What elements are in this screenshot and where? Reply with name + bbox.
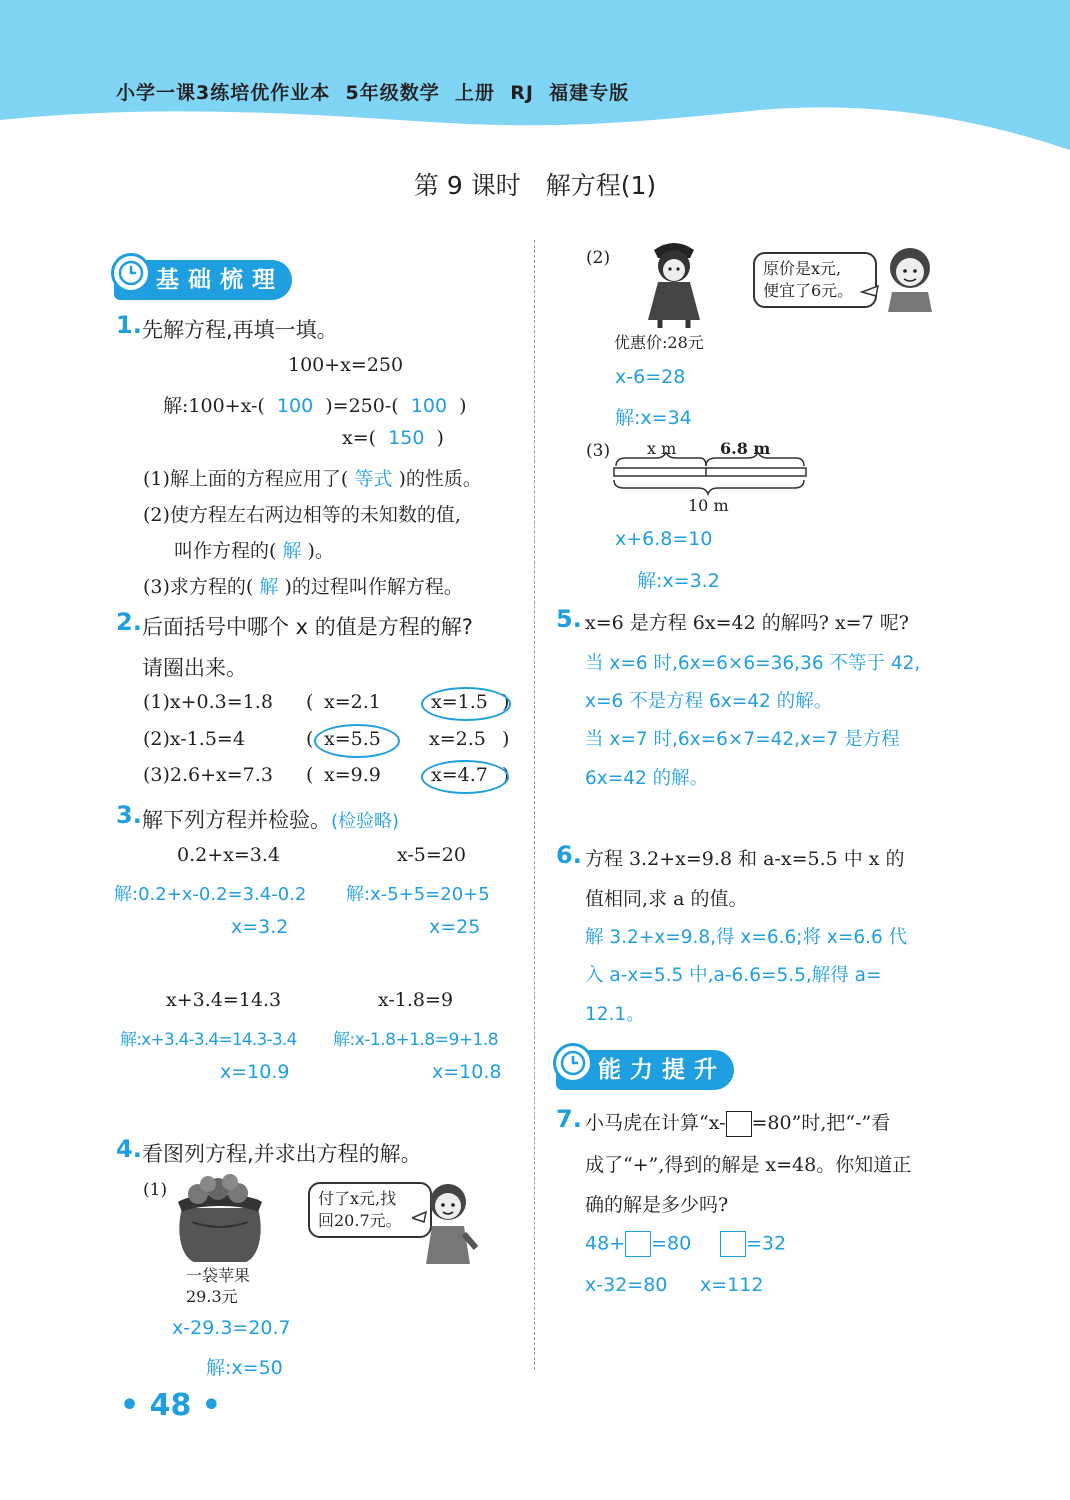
q2-row2-opt2: x=2.5 <box>429 728 486 750</box>
q1-sub2-line2: 叫作方程的( 解 )。 <box>174 540 334 562</box>
section-basic-label: 基础梳理 <box>156 267 284 293</box>
header-series: 小学一课3练培优作业本 <box>116 82 331 104</box>
q1-answer-c: 150 <box>388 427 425 449</box>
q3-eq4-answer: x=10.8 <box>432 1061 502 1083</box>
q7-number: 7. <box>556 1105 582 1133</box>
q4-prompt: 看图列方程,并求出方程的解。 <box>142 1142 422 1166</box>
q2-row3-close: ) <box>502 764 510 786</box>
q1-step2-end: ) <box>436 427 444 449</box>
q1-sub2-answer: 解 <box>282 540 302 562</box>
q2-row1-circle <box>421 687 511 721</box>
q1-step1-mid: )=250-( <box>325 395 399 417</box>
q4-p1-caption-line2: 29.3元 <box>186 1287 238 1306</box>
q3-eq2-step: 解:x-5+5=20+5 <box>346 884 490 905</box>
q4-p1-bubble-line1: 付了x元,找 <box>318 1189 397 1208</box>
header-edition: RJ <box>510 82 534 104</box>
q1-step1 <box>163 391 467 418</box>
column-divider <box>534 240 535 1370</box>
q2-row3-circle <box>421 760 509 794</box>
q4-p3-answer: 解:x=3.2 <box>637 570 720 592</box>
q4-p2-bubble-line1: 原价是x元, <box>763 259 842 278</box>
q7-prompt-line3: 确的解是多少吗? <box>585 1194 729 1216</box>
apple-bag-image <box>172 1172 268 1264</box>
q5-answer-line1: 当 x=6 时,6x=6×6=36,36 不等于 42, <box>585 653 921 674</box>
girl-figure-1 <box>412 1178 482 1266</box>
q1-equation: 100+x=250 <box>288 354 404 376</box>
q7-answer-box-2 <box>720 1231 746 1257</box>
q4-p2-answer: 解:x=34 <box>615 407 692 429</box>
q2-row3-open: ( <box>306 764 314 786</box>
q3-eq2-answer: x=25 <box>429 916 481 938</box>
q1-answer-b: 100 <box>410 395 448 417</box>
q3-eq3-answer: x=10.9 <box>220 1061 290 1083</box>
q3-eq2: x-5=20 <box>397 844 466 866</box>
q4-p2-caption: 优惠价:28元 <box>614 333 704 352</box>
header-grade: 5年级数学 <box>345 82 440 104</box>
q6-answer-line1: 解 3.2+x=9.8,得 x=6.6;将 x=6.6 代 <box>585 927 908 948</box>
q7-answer-result: x=112 <box>700 1274 764 1296</box>
header-region: 福建专版 <box>549 82 630 104</box>
q7-blank-box <box>726 1111 752 1137</box>
q2-prompt-line1: 后面括号中哪个 x 的值是方程的解? <box>142 615 473 639</box>
q4-p3-seg1-label: x m <box>647 439 677 458</box>
q4-p2-label: (2) <box>586 248 611 268</box>
q4-p1-equation: x-29.3=20.7 <box>172 1317 291 1339</box>
q1-sub3: (3)求方程的( 解 )的过程叫作解方程。 <box>143 576 463 598</box>
q1-sub1: (1)解上面的方程应用了( 等式 )的性质。 <box>143 468 482 490</box>
q4-p1-bubble-line2: 回20.7元。 <box>318 1211 402 1230</box>
q7-answer-line2: =32 <box>720 1231 786 1257</box>
q4-p2-equation: x-6=28 <box>615 366 686 388</box>
q3-eq1-answer: x=3.2 <box>231 916 289 938</box>
q3-eq3-step: 解:x+3.4-3.4=14.3-3.4 <box>120 1030 297 1050</box>
q2-row1-opt2: x=1.5 <box>431 691 488 713</box>
q3-number: 3. <box>116 801 142 829</box>
q2-row3-eq: (3)2.6+x=7.3 <box>143 764 273 786</box>
q1-sub3-answer: 解 <box>259 576 279 598</box>
q5-answer-line3: 当 x=7 时,6x=6×7=42,x=7 是方程 <box>585 729 900 750</box>
q4-p3-total-label: 10 m <box>688 496 729 515</box>
q6-answer-line2: 入 a-x=5.5 中,a-6.6=5.5,解得 a= <box>585 965 882 986</box>
q2-prompt-line2: 请圈出来。 <box>142 656 247 680</box>
q5-answer-line2: x=6 不是方程 6x=42 的解。 <box>585 691 833 712</box>
q4-p1-answer: 解:x=50 <box>206 1357 283 1379</box>
header-volume: 上册 <box>454 82 495 104</box>
q7-answer-equation: x-32=80 <box>585 1274 668 1296</box>
q1-step2 <box>342 427 444 449</box>
q1-step1-end: ) <box>459 395 467 417</box>
q2-row2-eq: (2)x-1.5=4 <box>143 728 245 750</box>
q5-number: 5. <box>556 605 582 633</box>
q4-p2-bubble-line2: 便宜了6元。 <box>763 281 854 300</box>
q2-row2-open: ( <box>306 728 314 750</box>
q2-row1-eq: (1)x+0.3=1.8 <box>143 691 273 713</box>
q2-row3-opt1: x=9.9 <box>324 764 381 786</box>
q1-sub2-line1: (2)使方程左右两边相等的未知数的值, <box>143 504 461 526</box>
q4-p3-equation: x+6.8=10 <box>615 528 713 550</box>
lesson-title: 第 9 课时 解方程(1) <box>413 171 657 200</box>
q2-row3-opt2: x=4.7 <box>431 764 488 786</box>
q2-number: 2. <box>116 608 142 636</box>
q6-number: 6. <box>556 841 582 869</box>
q1-step1-pre: 解:100+x-( <box>163 395 265 417</box>
q7-answer-line1: 48+ =80 <box>585 1231 691 1257</box>
segment-diagram <box>612 452 808 498</box>
doll-image <box>640 240 708 330</box>
clock-icon <box>111 253 151 293</box>
q5-answer-line4: 6x=42 的解。 <box>585 768 709 789</box>
header-text <box>116 78 629 105</box>
q4-p1-caption-line1: 一袋苹果 <box>186 1266 251 1285</box>
q7-prompt-line2: 成了“+”,得到的解是 x=48。你知道正 <box>585 1154 912 1176</box>
q6-prompt-line2: 值相同,求 a 的值。 <box>585 888 748 910</box>
girl-figure-2 <box>858 244 942 312</box>
q5-prompt: x=6 是方程 6x=42 的解吗? x=7 呢? <box>585 612 909 634</box>
q2-row2-opt1: x=5.5 <box>324 728 381 750</box>
q1-step2-pre: x=( <box>342 427 377 449</box>
page-number: • 48 • <box>120 1388 221 1423</box>
q6-prompt-line1: 方程 3.2+x=9.8 和 a-x=5.5 中 x 的 <box>585 848 905 870</box>
q3-note: (检验略) <box>331 811 400 832</box>
section-advanced-label: 能力提升 <box>598 1057 726 1083</box>
q4-number: 4. <box>116 1135 142 1163</box>
q1-number: 1. <box>116 311 142 339</box>
q2-row1-open: ( <box>306 691 314 713</box>
q3-eq4-step: 解:x-1.8+1.8=9+1.8 <box>333 1030 499 1050</box>
q3-eq4: x-1.8=9 <box>378 989 454 1011</box>
q4-p1-label: (1) <box>143 1180 168 1200</box>
q1-sub1-answer: 等式 <box>354 468 393 490</box>
q4-p3-seg2-label: 6.8 m <box>720 439 771 458</box>
q3-prompt: 解下列方程并检验。(检验略) <box>142 808 400 832</box>
q6-answer-line3: 12.1。 <box>585 1004 645 1025</box>
q7-prompt-line1: 小马虎在计算“x- =80”时,把“-”看 <box>585 1108 890 1137</box>
q3-eq1-step: 解:0.2+x-0.2=3.4-0.2 <box>114 884 307 905</box>
q3-eq1: 0.2+x=3.4 <box>177 844 280 866</box>
q2-row2-close: ) <box>502 728 510 750</box>
q7-answer-box-1 <box>625 1231 651 1257</box>
q2-row1-close: ) <box>502 691 510 713</box>
q3-eq3: x+3.4=14.3 <box>166 989 282 1011</box>
q2-row2-circle <box>314 724 400 758</box>
q1-prompt: 先解方程,再填一填。 <box>142 318 338 342</box>
q4-p3-label: (3) <box>586 441 611 461</box>
clock-icon <box>553 1043 593 1083</box>
q2-row1-opt1: x=2.1 <box>324 691 381 713</box>
q1-answer-a: 100 <box>276 395 314 417</box>
